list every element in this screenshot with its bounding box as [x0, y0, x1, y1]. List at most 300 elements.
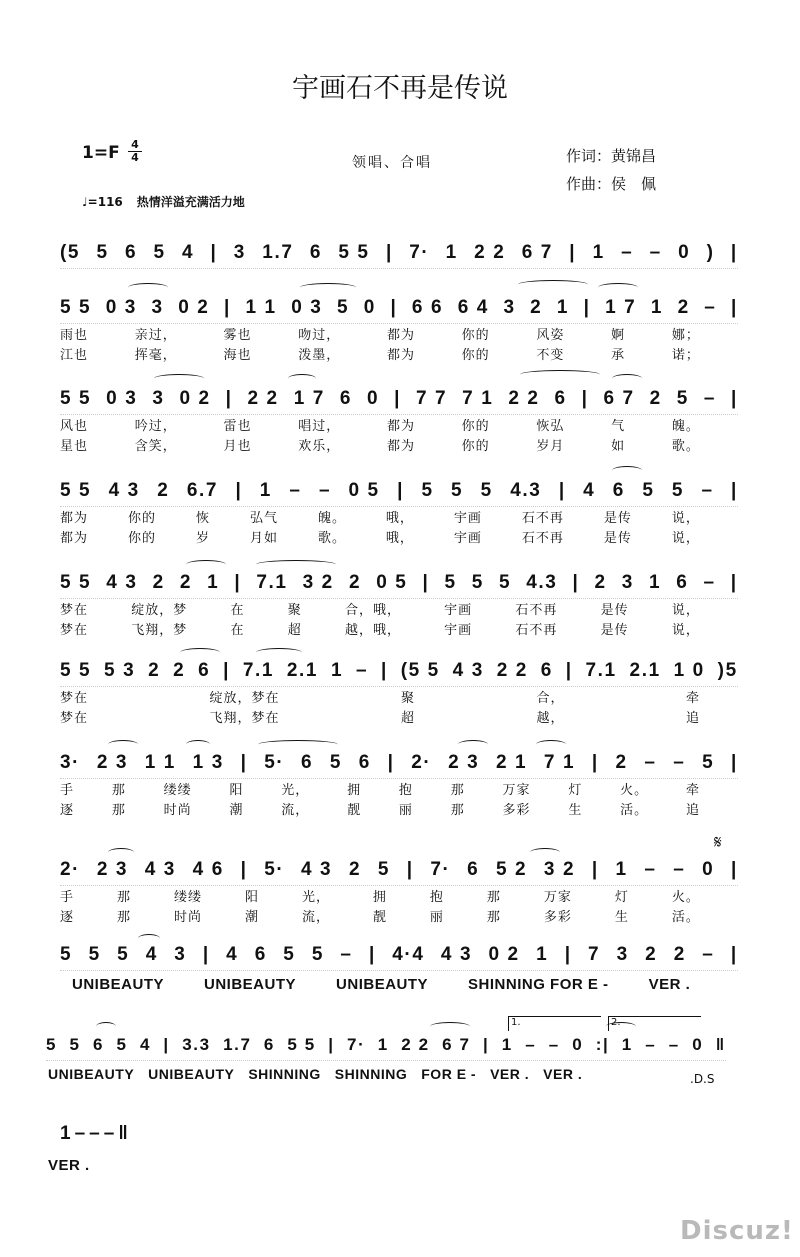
lyric-word: 娜； [671, 327, 700, 343]
note: 7 7 [415, 388, 448, 409]
lyric-word: 恢弘 [536, 418, 565, 434]
lyric-word: 那 [111, 802, 126, 818]
barline: | [583, 297, 591, 318]
note: 3.3 [182, 1035, 211, 1054]
note: 5 [421, 480, 434, 501]
lyric-word: 雷也 [223, 418, 252, 434]
note: 4 3 [452, 660, 484, 681]
note: – [673, 859, 686, 880]
lyric-word: 流， [281, 802, 310, 818]
lyric-word: 生 [568, 802, 583, 818]
lyric-word: 抱 [429, 889, 444, 905]
note: 2 2 [247, 388, 279, 409]
note: 7 1 [462, 388, 494, 409]
lyric-word: 那 [450, 802, 465, 818]
note: 6 [540, 660, 553, 681]
slur-mark [180, 648, 220, 657]
barline: | [234, 572, 242, 593]
watermark: Discuz! [680, 1216, 794, 1246]
note: 3 2 [543, 859, 576, 880]
note: 1.7 [262, 242, 294, 263]
lyric-line-2 [60, 343, 700, 363]
note: 4 [583, 480, 596, 501]
lyric-word: UNIBEAUTY [48, 1066, 135, 1082]
note: 0 [702, 859, 715, 880]
note: 2· [411, 752, 432, 773]
note: 2 2 [401, 1035, 430, 1054]
note: 1 7 [293, 388, 325, 409]
lyric-word: 恢 [195, 510, 210, 526]
lyric-word: 含笑， [134, 438, 177, 454]
barline: | [422, 572, 430, 593]
note: 5 [671, 480, 685, 501]
note: 1 [259, 480, 272, 501]
lyric-word: 气 [611, 418, 626, 434]
lyric-word: 飞翔，梦在 [209, 710, 280, 726]
barline: | [394, 388, 402, 409]
slur-mark [256, 560, 336, 569]
note: (5 5 [400, 660, 440, 681]
note: 2 [615, 752, 628, 773]
note: 2 3 [448, 752, 480, 773]
barline: | [730, 859, 738, 880]
barline: | [581, 388, 589, 409]
lyric-line-1 [60, 778, 700, 798]
note: 7 1 [543, 752, 576, 773]
note: – [289, 480, 302, 501]
slur-mark [128, 283, 168, 292]
lyric-word: 月如 [249, 530, 278, 546]
note: 5 5 [60, 660, 92, 681]
note: 5 [676, 388, 689, 409]
note: 3 [152, 388, 165, 409]
note: 2 2 [496, 660, 528, 681]
lyric-word: 魄。 [671, 418, 700, 434]
lyric-word: 那 [486, 909, 501, 925]
note: 7· [430, 859, 451, 880]
lyric-word: 亲过， [134, 327, 177, 343]
lyric-word: 说， [671, 530, 700, 546]
notation-line [60, 855, 738, 886]
note: (5 [60, 242, 81, 263]
note: 0 [678, 242, 691, 263]
lyric-line-1 [60, 885, 700, 905]
lyric-word: 都为 [386, 438, 415, 454]
lyric-word: 说， [671, 602, 700, 618]
lyric-word: 魄。 [317, 510, 346, 526]
slur-mark [154, 374, 204, 383]
note: 4·4 [392, 944, 425, 965]
lyric-word: 流， [301, 909, 330, 925]
slur-mark [612, 374, 642, 383]
song-title: 宇画石不再是传说 [292, 73, 508, 104]
barline: | [730, 242, 738, 263]
lyric-word: 潮 [244, 909, 259, 925]
barline: | [225, 388, 233, 409]
note: 0 2 [179, 388, 211, 409]
note: 0 3 [105, 297, 137, 318]
notation-line [60, 748, 738, 779]
lyric-word: 聚 [400, 690, 415, 706]
note: 1 0 [673, 660, 705, 681]
lyric-line-2 [60, 905, 700, 925]
note: 2 1 [496, 752, 528, 773]
lyric-word: SHINNING [248, 1066, 321, 1082]
lyric-line-2 [60, 618, 700, 638]
note: 2 [348, 572, 362, 593]
note: 5· [264, 752, 285, 773]
barline: | [564, 944, 572, 965]
note: 5 [283, 944, 296, 965]
notation-line [60, 1119, 180, 1149]
lyric-word: UNIBEAUTY [148, 1066, 235, 1082]
slur-mark [598, 283, 638, 292]
lyric-word: 星也 [60, 438, 89, 454]
lyric-word: 那 [450, 782, 465, 798]
note: 0 [366, 388, 380, 409]
note: 5 [337, 297, 350, 318]
lyric-word: 阳 [244, 889, 259, 905]
note: 6.7 [186, 480, 219, 501]
lyric-line-1 [60, 686, 700, 706]
note: 1 [592, 242, 605, 263]
lyric-word: 风姿 [536, 327, 565, 343]
lyric-word: 如 [611, 438, 626, 454]
lyric-word: 宇画 [453, 530, 482, 546]
note: 1 [536, 944, 549, 965]
note: 3 [233, 242, 246, 263]
lyric-line-1 [60, 323, 700, 343]
lyric-word: 万家 [543, 889, 572, 905]
barline: ‖ [118, 1123, 132, 1144]
lyric-word: 越，哦， [344, 622, 401, 638]
note: 5 [46, 1035, 58, 1054]
note: – [702, 944, 715, 965]
note: 1 [501, 1035, 513, 1054]
lyric-word: 活。 [671, 909, 700, 925]
lyric-word: UNIBEAUTY [336, 975, 429, 993]
lyric-word: 吟过， [134, 418, 177, 434]
barline: | [730, 752, 738, 773]
note: 5 [311, 944, 324, 965]
slur-mark [288, 374, 316, 383]
note: 2 [677, 297, 690, 318]
lyric-word: 都为 [386, 327, 415, 343]
barline: | [368, 944, 376, 965]
note: 4.3 [526, 572, 558, 593]
lyric-word: 多彩 [502, 802, 531, 818]
note: 0 5 [348, 480, 380, 501]
lyric-word: 江也 [60, 347, 89, 363]
time-signature-bottom: 4 [131, 151, 139, 164]
lyric-word: 那 [111, 782, 126, 798]
note: 1 7 [605, 297, 637, 318]
lyric-word: 歌。 [317, 530, 346, 546]
note: 6 7 [521, 242, 553, 263]
note: 4 3 [108, 480, 140, 501]
barline: | [240, 859, 248, 880]
note: 6 [124, 242, 138, 263]
note: 4 3 [144, 859, 176, 880]
note: 2 [173, 660, 186, 681]
volta-bracket-1: 1. [508, 1016, 601, 1031]
lyric-word: 万家 [502, 782, 531, 798]
note: 5 [60, 944, 73, 965]
lyric-word: 在 [230, 602, 245, 618]
notation-line [46, 1030, 726, 1061]
note: 6 [612, 480, 625, 501]
lyric-word: 宇画 [453, 510, 482, 526]
note: 6 7 [442, 1035, 471, 1054]
note: – [668, 1035, 680, 1054]
lyric-word: 潮 [229, 802, 244, 818]
expression-mark: 热情洋溢充满活力地 [136, 195, 245, 209]
note: 5 3 [104, 660, 136, 681]
lyric-word: 逐 [60, 909, 75, 925]
barline: | [731, 480, 738, 501]
note: – [645, 1035, 657, 1054]
note: – [340, 944, 353, 965]
barline: | [240, 752, 248, 773]
note: 2· [60, 859, 81, 880]
notation-line [60, 293, 738, 324]
note: 5 [444, 572, 457, 593]
note: 3 [151, 297, 164, 318]
note: 5 [88, 944, 101, 965]
lyric-word: 石不再 [515, 622, 558, 638]
time-signature-top: 4 [128, 139, 142, 152]
lyric-word: VER . [543, 1066, 583, 1082]
note: 7· [347, 1035, 366, 1054]
note: 6 4 [457, 297, 489, 318]
note: 6 [467, 859, 480, 880]
note: 5 5 [60, 297, 92, 318]
lyric-word: 你的 [127, 510, 156, 526]
lyric-word: 越， [536, 710, 565, 726]
lyric-word: 你的 [461, 418, 490, 434]
note: 1 1 [144, 752, 176, 773]
note: 5 [480, 480, 493, 501]
note: 1 [377, 1035, 389, 1054]
lyric-word: UNIBEAUTY [72, 975, 165, 993]
note: 5 [377, 859, 390, 880]
note: 3 [503, 297, 516, 318]
lyric-word: 灯 [614, 889, 629, 905]
note: 5 [451, 480, 464, 501]
note: – [355, 660, 369, 681]
notation-line [60, 568, 738, 599]
lyric-word: 丽 [398, 802, 413, 818]
english-lyric-line [72, 974, 712, 994]
lyric-word: 拥 [372, 889, 387, 905]
note: 1 [445, 242, 458, 263]
lyric-word: 那 [486, 889, 501, 905]
note: 2 2 [508, 388, 540, 409]
note: 6 [676, 572, 689, 593]
lyric-word: 说， [671, 510, 700, 526]
note: 3 [621, 572, 634, 593]
lyric-word: 歌。 [671, 438, 700, 454]
lyric-word: VER . [490, 1066, 530, 1082]
lyric-word: 牵 [685, 782, 700, 798]
barline: :| [595, 1035, 610, 1054]
barline: | [202, 944, 210, 965]
lyric-word: 不变 [536, 347, 565, 363]
note: – [704, 297, 717, 318]
lyric-word: 你的 [461, 347, 490, 363]
lyric-word: 阳 [229, 782, 244, 798]
lyric-word: 婀 [611, 327, 626, 343]
note: 4 [182, 242, 195, 263]
note: 4 3 [301, 859, 333, 880]
note: 1 [556, 297, 570, 318]
lyric-word: 追 [685, 802, 700, 818]
lyric-line-1 [60, 414, 700, 434]
note: 4.3 [510, 480, 542, 501]
lyric-word: 拥 [347, 782, 362, 798]
note: 5 [153, 242, 166, 263]
lyric-word: 合，哦， [344, 602, 401, 618]
lyric-word: 是传 [603, 530, 632, 546]
lyric-word: 吻过， [298, 327, 341, 343]
note: 2 3 [96, 859, 129, 880]
note: 5 [498, 572, 512, 593]
note: 5 5 [60, 480, 92, 501]
note: 5 [642, 480, 655, 501]
note: 7.1 [256, 572, 288, 593]
lyric-word: 缕缕 [173, 889, 202, 905]
note: 3 2 [302, 572, 334, 593]
note: 4 [226, 944, 239, 965]
lyric-word: 都为 [386, 347, 415, 363]
barline: | [731, 388, 738, 409]
lyric-word: 多彩 [543, 909, 572, 925]
barline: | [397, 480, 405, 501]
note: 5 [69, 1035, 81, 1054]
note: 2 [348, 859, 362, 880]
note: ) [706, 242, 715, 263]
note: 5 5 [60, 572, 92, 593]
note: 0 [572, 1035, 584, 1054]
barline: | [387, 752, 395, 773]
note: )5 [717, 660, 738, 681]
volta-bracket-2: 2. [608, 1016, 701, 1031]
lyric-word: 火。 [671, 889, 700, 905]
note: 6 [263, 1035, 275, 1054]
barline: | [406, 859, 414, 880]
note: 5 [702, 752, 715, 773]
lyric-word: 宇画 [444, 622, 473, 638]
lyric-line-2 [60, 526, 700, 546]
slur-mark [530, 848, 560, 857]
lyric-line-2 [60, 798, 700, 818]
lyric-line-2 [60, 434, 700, 454]
dal-segno-mark: .D.S [690, 1072, 715, 1086]
note: 1 [650, 297, 664, 318]
note: – [89, 1123, 104, 1144]
barline: | [483, 1035, 490, 1054]
lyric-word: 都为 [60, 510, 89, 526]
composer-credit: 作曲：侯 佩 [566, 175, 657, 193]
lyric-word: 岁 [195, 530, 210, 546]
lyricist-credit: 作词：黄锦昌 [566, 147, 657, 165]
note: 6 [358, 752, 371, 773]
note: 0 3 [106, 388, 138, 409]
note: – [644, 752, 657, 773]
lyric-word: 哦， [385, 510, 414, 526]
tempo-mark: ♩=116 [82, 195, 123, 209]
note: 0 2 [178, 297, 210, 318]
note: 1 [649, 572, 662, 593]
note: 6 [554, 388, 567, 409]
lyric-word: 泼墨， [298, 347, 341, 363]
lyric-word: 灯 [568, 782, 583, 798]
barline: | [210, 242, 218, 263]
lyric-word: 在 [230, 622, 245, 638]
lyric-word: 梦在 [60, 602, 89, 618]
lyric-word: 那 [116, 889, 131, 905]
lyric-word: 手 [60, 782, 75, 798]
note: 2 [157, 480, 170, 501]
notation-line [60, 384, 738, 415]
note: 2 [530, 297, 543, 318]
lyric-word: 光， [281, 782, 310, 798]
lyric-word: 岁月 [536, 438, 565, 454]
lyric-word: SHINNING [334, 1066, 408, 1082]
tempo-line [82, 193, 245, 210]
note: 6 6 [411, 297, 444, 318]
lyric-word: 哦， [385, 530, 414, 546]
note: – [649, 242, 662, 263]
notation-line [60, 656, 738, 687]
note: 5· [264, 859, 285, 880]
time-signature [128, 139, 142, 164]
note: – [74, 1123, 90, 1144]
lyric-word: 是传 [600, 602, 629, 618]
note: 0 [363, 297, 376, 318]
lyric-word: 风也 [60, 418, 89, 434]
lyric-word: 逐 [60, 802, 75, 818]
barline: | [385, 242, 393, 263]
barline: | [731, 297, 738, 318]
lyric-word: 石不再 [515, 602, 558, 618]
note: 2.1 [629, 660, 661, 681]
lyric-word: 追 [685, 710, 700, 726]
barline: | [223, 660, 231, 681]
note: 2.1 [286, 660, 319, 681]
note: 0 5 [376, 572, 408, 593]
note: – [548, 1035, 560, 1054]
lyric-word: 活。 [620, 802, 649, 818]
english-lyric-line [48, 1064, 688, 1084]
note: 5 5 [287, 1035, 316, 1054]
lyric-word: 是传 [600, 622, 629, 638]
note: 1 1 [245, 297, 277, 318]
barline: | [163, 1035, 170, 1054]
lyric-word: 你的 [461, 438, 490, 454]
note: 2 [673, 944, 686, 965]
note: 1.7 [223, 1035, 252, 1054]
notation-line [60, 238, 738, 269]
note: 4 3 [440, 944, 473, 965]
lyric-word: 你的 [461, 327, 490, 343]
note: – [703, 572, 716, 593]
note: 2 [152, 572, 165, 593]
slur-mark [138, 934, 160, 943]
lyric-word: 丽 [429, 909, 444, 925]
lyric-word: 唱过， [298, 418, 341, 434]
lyric-line-1 [60, 598, 700, 618]
